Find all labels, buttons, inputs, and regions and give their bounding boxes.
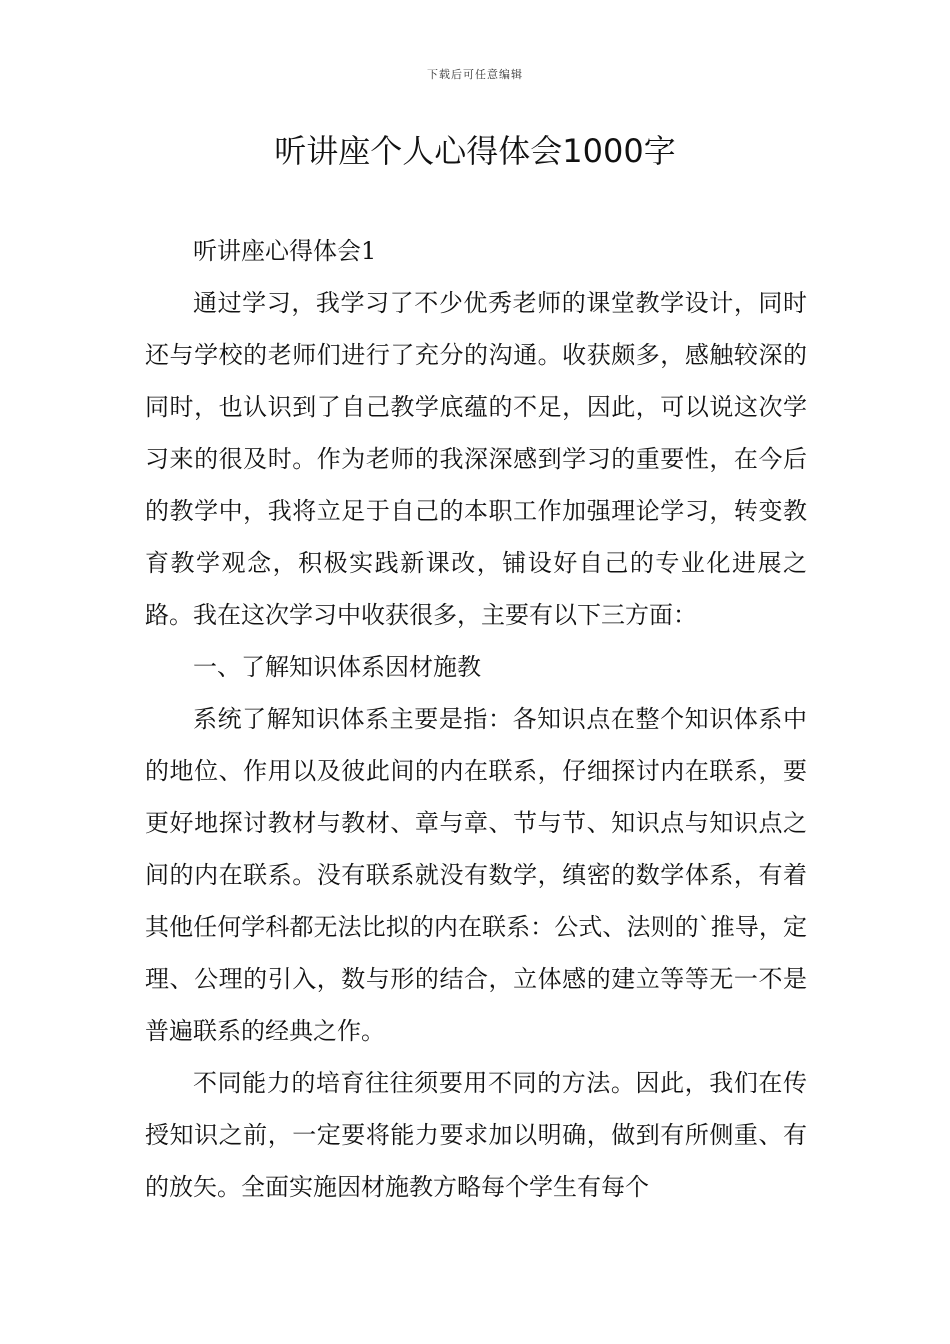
document-title: 听讲座个人心得体会1000字 (274, 132, 676, 170)
body-paragraph: 通过学习，我学习了不少优秀老师的课堂教学设计，同时还与学校的老师们进行了充分的沟通。收获颇多，感触较深的同时，也认识到了自己教学底蕴的不足，因此，可以说这次学习来的很及时。作为老师的我深深感到学习的重要性，在今后的教学中，我将立足于自己的本职工作加强理论学习，转变教育教学观念，积极实践新课改，铺设好自己的专业化进展之路。我在这次学习中收获很多，主要有以下三方面： (145, 289, 807, 629)
document-body (145, 225, 807, 1213)
body-paragraph: 不同能力的培育往往须要用不同的方法。因此，我们在传授知识之前，一定要将能力要求加以明确，做到有所侧重、有的放矢。全面实施因材施教方略每个学生有每个 (145, 1069, 807, 1201)
section-heading: 一、了解知识体系因材施教 (193, 653, 481, 681)
section-heading: 听讲座心得体会1 (193, 237, 377, 265)
body-paragraph: 系统了解知识体系主要是指：各知识点在整个知识体系中的地位、作用以及彼此间的内在联系，仔细探讨内在联系，要更好地探讨教材与教材、章与章、节与节、知识点与知识点之间的内在联系。没有联系就没有数学，缜密的数学体系，有着其他任何学科都无法比拟的内在联系：公式、法则的`推导，定理、公理的引入，数与形的结合，立体感的建立等等无一不是普遍联系的经典之作。 (145, 705, 807, 1045)
page-header-note: 下载后可任意编辑 (427, 68, 523, 81)
